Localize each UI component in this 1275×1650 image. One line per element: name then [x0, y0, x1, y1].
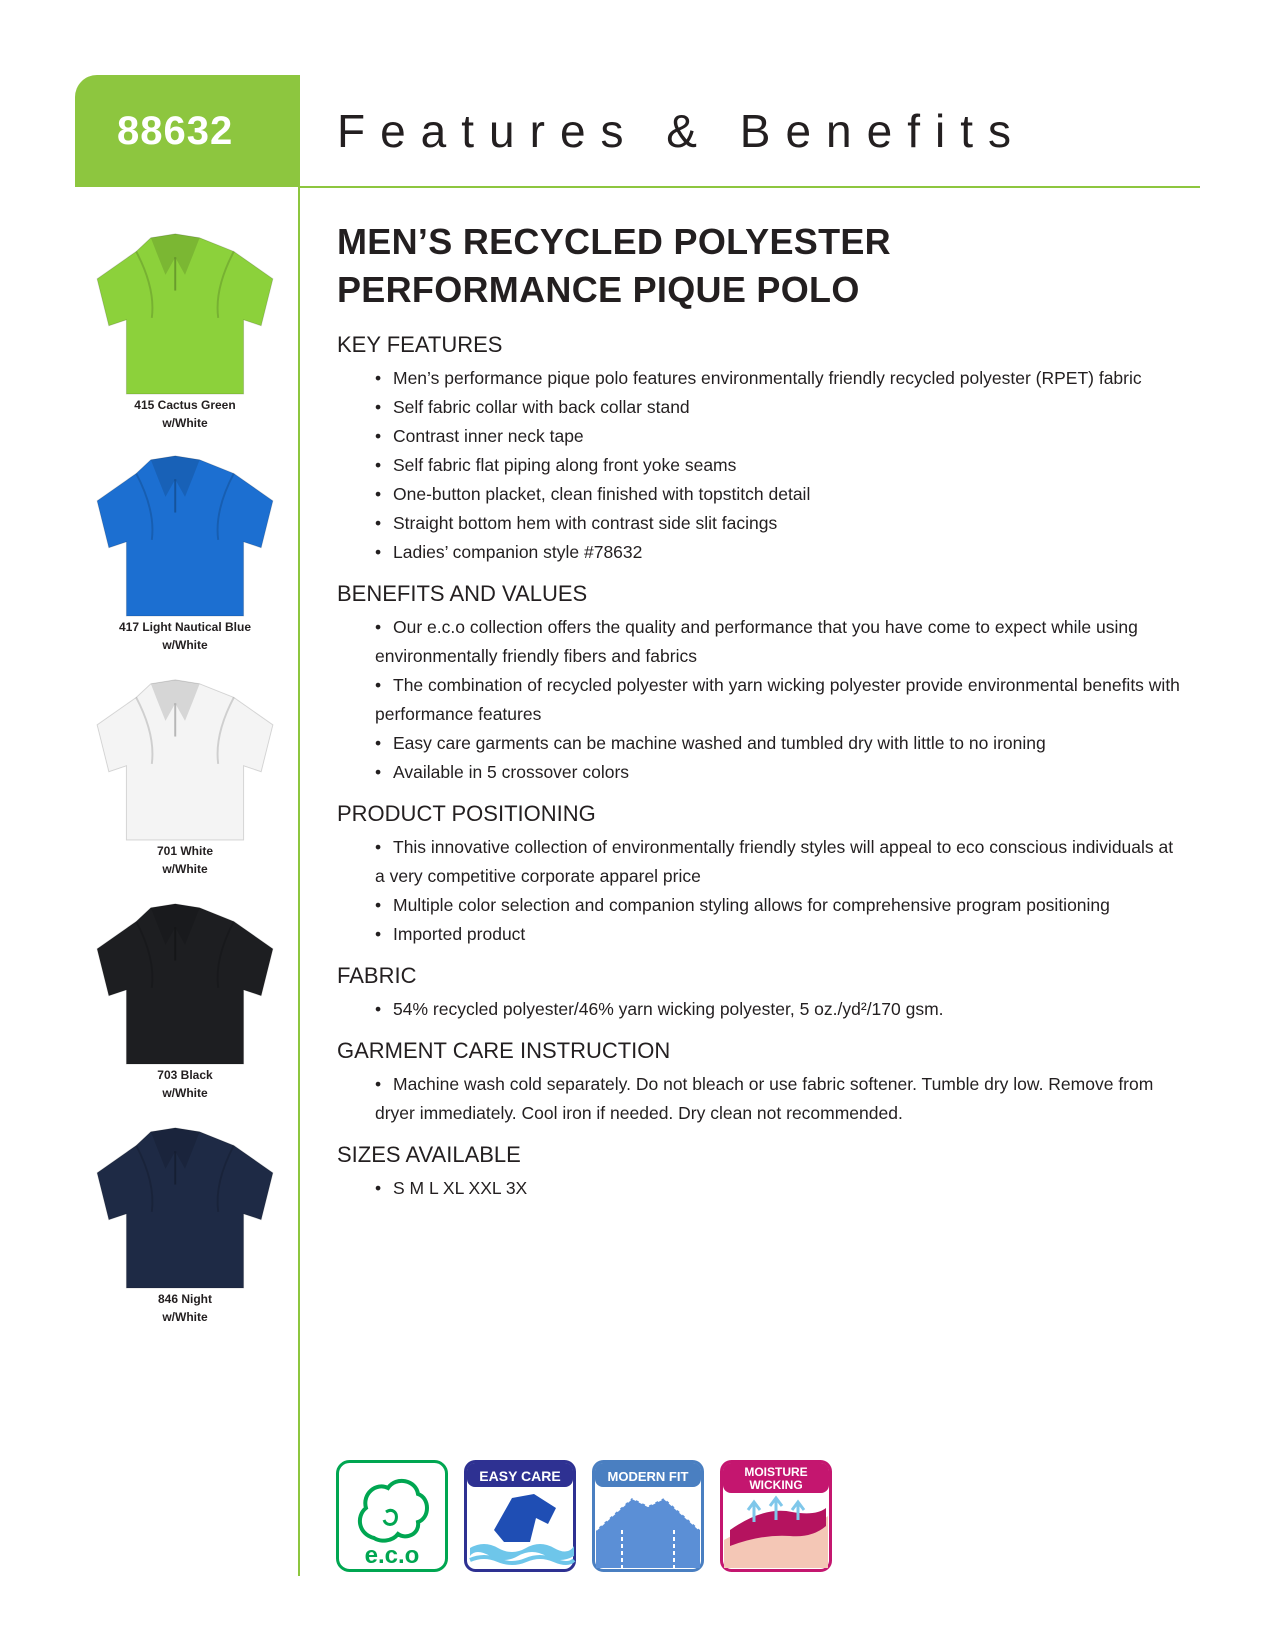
section — [337, 961, 1187, 1024]
polo-shirt-icon — [95, 230, 275, 396]
swatch-color-name: 703 Black — [157, 1068, 213, 1082]
product-title-line1: MEN’S RECYCLED POLYESTER — [337, 221, 891, 262]
eco-badge — [336, 1460, 448, 1572]
bullet-icon: • — [375, 1178, 382, 1198]
bullet-item: • Easy care garments can be machine washed and tumbled dry with little to no ironing — [375, 729, 1187, 758]
bullet-item: • This innovative collection of environmentally friendly styles will appeal to eco conscious individuals at a very competitive corporate apparel price — [375, 833, 1187, 891]
bullet-item: • Self fabric collar with back collar stand — [375, 393, 1187, 422]
bullet-icon: • — [375, 484, 382, 504]
swatch-color-name: 701 White — [156, 844, 213, 858]
bullet-icon: • — [375, 675, 382, 695]
eco-label: e.c.o — [364, 1542, 420, 1569]
style-number-tab — [75, 75, 300, 187]
bullet-list — [337, 995, 1187, 1024]
bullet-list — [337, 1174, 1187, 1203]
easy-care-badge — [464, 1460, 576, 1572]
section-heading: BENEFITS AND VALUES — [337, 581, 588, 606]
bullet-icon: • — [375, 513, 382, 533]
bullet-item: • Our e.c.o collection offers the quality and performance that you have come to expect while using environmentally friendly fibers and fabrics — [375, 613, 1187, 671]
polo-shirt-icon — [95, 676, 275, 842]
swatch-trim-color: w/White — [162, 416, 208, 430]
bullet-icon: • — [375, 397, 382, 417]
bullet-item: • Ladies’ companion style #78632 — [375, 538, 1187, 567]
bullet-icon: • — [375, 762, 382, 782]
bullet-list — [337, 833, 1187, 949]
product-details — [337, 218, 1187, 1215]
swatch-trim-color: w/White — [162, 862, 208, 876]
swatch-trim-color: w/White — [162, 638, 208, 652]
easy-care-icon — [464, 1460, 576, 1572]
bullet-icon: • — [375, 617, 382, 637]
bullet-icon: • — [375, 542, 382, 562]
bullet-item: • Contrast inner neck tape — [375, 422, 1187, 451]
section-heading: KEY FEATURES — [337, 332, 503, 357]
page-title: Features & Benefits — [337, 105, 1026, 157]
bullet-icon: • — [375, 368, 382, 388]
easy-care-label: EASY CARE — [479, 1468, 561, 1484]
moisture-wicking-icon — [720, 1460, 832, 1572]
swatch-color-name: 417 Light Nautical Blue — [118, 620, 252, 634]
swatch-trim-color: w/White — [162, 1310, 208, 1324]
polo-shirt-icon — [95, 1124, 275, 1290]
section — [337, 799, 1187, 949]
bullet-list — [337, 364, 1187, 567]
bullet-icon: • — [375, 455, 382, 475]
section — [337, 1036, 1187, 1128]
section-heading: GARMENT CARE INSTRUCTION — [337, 1038, 671, 1063]
swatch-item — [90, 452, 280, 654]
bullet-icon: • — [375, 895, 382, 915]
bullet-icon: • — [375, 924, 382, 944]
section — [337, 579, 1187, 787]
bullet-item: • Men’s performance pique polo features environmentally friendly recycled polyester (RPET) fabric — [375, 364, 1187, 393]
bullet-icon: • — [375, 837, 382, 857]
eco-leaf-icon — [336, 1460, 448, 1572]
section-heading: SIZES AVAILABLE — [337, 1142, 521, 1167]
bullet-item: • Straight bottom hem with contrast side slit facings — [375, 509, 1187, 538]
swatch-item — [90, 900, 280, 1102]
swatch-trim-color: w/White — [162, 1086, 208, 1100]
product-title — [337, 218, 1187, 314]
swatch-item — [90, 1124, 280, 1326]
bullet-item: • S M L XL XXL 3X — [375, 1174, 1187, 1203]
moisture-label-1: MOISTURE — [744, 1465, 808, 1479]
section-heading: FABRIC — [337, 963, 417, 988]
moisture-label-2: WICKING — [749, 1478, 803, 1492]
style-number: 88632 — [117, 109, 234, 153]
moisture-wicking-badge — [720, 1460, 832, 1572]
header-divider — [300, 186, 1200, 188]
bullet-list — [337, 613, 1187, 787]
bullet-icon: • — [375, 733, 382, 753]
sidebar-divider — [298, 186, 300, 1576]
bullet-icon: • — [375, 999, 382, 1019]
swatch-color-name: 415 Cactus Green — [134, 398, 236, 412]
modern-fit-icon — [592, 1460, 704, 1572]
bullet-icon: • — [375, 1074, 382, 1094]
section — [337, 330, 1187, 567]
bullet-item: • The combination of recycled polyester with yarn wicking polyester provide environmental benefits with performance features — [375, 671, 1187, 729]
bullet-item: • Available in 5 crossover colors — [375, 758, 1187, 787]
bullet-item: • Machine wash cold separately. Do not bleach or use fabric softener. Tumble dry low. Remove from dryer immediately. Cool iron if needed. Dry clean not recommended. — [375, 1070, 1187, 1128]
bullet-list — [337, 1070, 1187, 1128]
bullet-item: • Self fabric flat piping along front yoke seams — [375, 451, 1187, 480]
polo-shirt-icon — [95, 900, 275, 1066]
section-heading: PRODUCT POSITIONING — [337, 801, 596, 826]
swatch-item — [90, 676, 280, 878]
bullet-item: • Imported product — [375, 920, 1187, 949]
swatch-color-name: 846 Night — [157, 1292, 212, 1306]
bullet-item: • 54% recycled polyester/46% yarn wicking polyester, 5 oz./yd²/170 gsm. — [375, 995, 1187, 1024]
product-title-line2: PERFORMANCE PIQUE POLO — [337, 269, 860, 310]
feature-sections — [337, 330, 1187, 1203]
bullet-item: • Multiple color selection and companion styling allows for comprehensive program positioning — [375, 891, 1187, 920]
bullet-icon: • — [375, 426, 382, 446]
modern-fit-badge — [592, 1460, 704, 1572]
swatch-item — [90, 230, 280, 432]
polo-shirt-icon — [95, 452, 275, 618]
bullet-item: • One-button placket, clean finished with topstitch detail — [375, 480, 1187, 509]
section — [337, 1140, 1187, 1203]
modern-fit-label: MODERN FIT — [607, 1469, 689, 1484]
